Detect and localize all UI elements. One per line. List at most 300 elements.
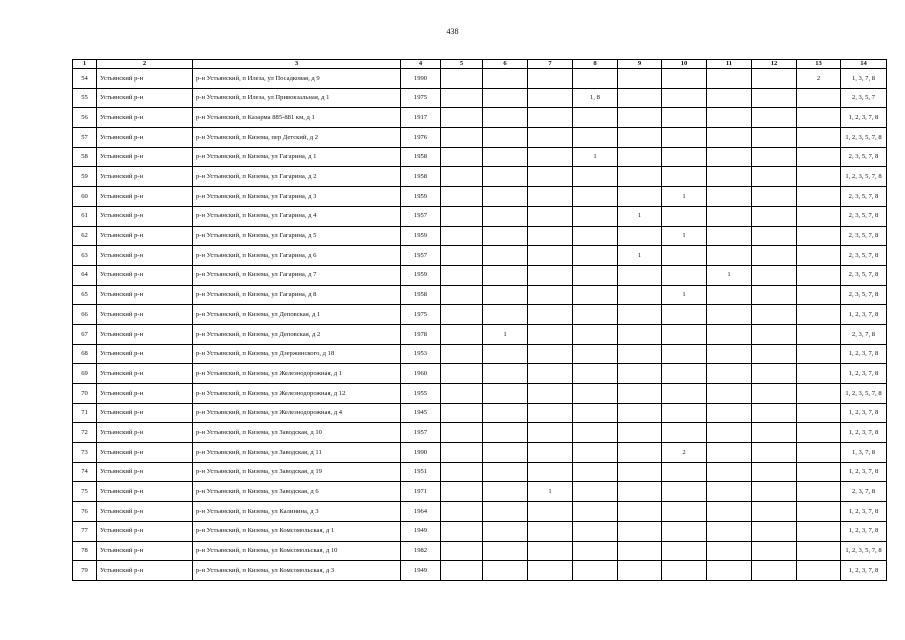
table-cell-col-10	[662, 147, 707, 167]
table-cell-col-1: 57	[73, 128, 97, 148]
table-cell-col-6	[483, 305, 528, 325]
column-header-13: 13	[797, 60, 841, 69]
column-header-2: 2	[97, 60, 193, 69]
table-cell-col-5	[441, 462, 483, 482]
table-cell-col-7	[528, 69, 573, 89]
table-cell-col-9: 1	[618, 206, 662, 226]
table-cell-col-8	[573, 206, 618, 226]
table-cell-col-14: 2, 3, 5, 7, 8	[841, 265, 887, 285]
table-cell-col-7: 1	[528, 482, 573, 502]
table-cell-col-13	[797, 462, 841, 482]
table-cell-col-8	[573, 246, 618, 266]
table-row	[73, 384, 887, 404]
table-cell-col-8: 1, 8	[573, 88, 618, 108]
table-cell-col-13	[797, 167, 841, 187]
table-cell-col-8	[573, 364, 618, 384]
table-cell-col-6	[483, 88, 528, 108]
table-cell-col-11	[707, 521, 752, 541]
table-cell-col-7	[528, 384, 573, 404]
table-cell-col-3: р-н Устьянский, п Кизема, ул Гагарина, д 5	[193, 226, 401, 246]
table-row	[73, 246, 887, 266]
table-cell-col-14: 1, 2, 3, 7, 8	[841, 364, 887, 384]
table-cell-col-9	[618, 324, 662, 344]
table-cell-col-7	[528, 128, 573, 148]
table-cell-col-11	[707, 482, 752, 502]
table-cell-col-3: р-н Устьянский, п Кизема, пер Детский, д 2	[193, 128, 401, 148]
table-row	[73, 521, 887, 541]
table-cell-col-5	[441, 443, 483, 463]
table-cell-col-14: 1, 3, 7, 8	[841, 69, 887, 89]
table-cell-col-12	[752, 364, 797, 384]
table-cell-col-7	[528, 423, 573, 443]
column-header-8: 8	[573, 60, 618, 69]
table-cell-col-12	[752, 482, 797, 502]
table-cell-col-6	[483, 384, 528, 404]
page-number: 438	[446, 27, 459, 36]
table-cell-col-8	[573, 324, 618, 344]
table-cell-col-11	[707, 187, 752, 207]
table-cell-col-5	[441, 206, 483, 226]
table-cell-col-14: 1, 3, 7, 8	[841, 443, 887, 463]
table-row	[73, 403, 887, 423]
table-cell-col-13	[797, 482, 841, 502]
table-cell-col-2: Устьянский р-н	[97, 462, 193, 482]
table-row	[73, 226, 887, 246]
table-cell-col-4: 1945	[401, 403, 441, 423]
table-cell-col-14: 2, 3, 5, 7, 8	[841, 226, 887, 246]
table-cell-col-12	[752, 443, 797, 463]
table-cell-col-5	[441, 246, 483, 266]
table-cell-col-7	[528, 521, 573, 541]
table-cell-col-2: Устьянский р-н	[97, 443, 193, 463]
table-cell-col-10	[662, 541, 707, 561]
table-cell-col-6	[483, 521, 528, 541]
table-cell-col-3: р-н Устьянский, п Кизема, ул Комсомольская, д 3	[193, 561, 401, 581]
table-cell-col-10: 1	[662, 187, 707, 207]
table-cell-col-3: р-н Устьянский, п Кизема, ул Дзержинского, д 18	[193, 344, 401, 364]
table-cell-col-6	[483, 403, 528, 423]
table-cell-col-1: 76	[73, 502, 97, 522]
table-cell-col-12	[752, 187, 797, 207]
table-cell-col-9	[618, 88, 662, 108]
table-row	[73, 108, 887, 128]
table-cell-col-12	[752, 285, 797, 305]
table-cell-col-4: 1975	[401, 88, 441, 108]
table-cell-col-3: р-н Устьянский, п Кизема, ул Гагарина, д 1	[193, 147, 401, 167]
table-cell-col-9	[618, 344, 662, 364]
table-cell-col-3: р-н Устьянский, п Кизема, ул Гагарина, д 4	[193, 206, 401, 226]
table-cell-col-6	[483, 443, 528, 463]
table-cell-col-1: 68	[73, 344, 97, 364]
table-cell-col-5	[441, 482, 483, 502]
table-cell-col-9	[618, 443, 662, 463]
table-cell-col-14: 2, 3, 7, 8	[841, 482, 887, 502]
table-row	[73, 69, 887, 89]
table-cell-col-10	[662, 69, 707, 89]
table-cell-col-2: Устьянский р-н	[97, 305, 193, 325]
table-cell-col-5	[441, 403, 483, 423]
table-cell-col-12	[752, 265, 797, 285]
table-cell-col-7	[528, 502, 573, 522]
table-cell-col-11	[707, 443, 752, 463]
table-cell-col-3: р-н Устьянский, п Кизема, ул Заводская, д 6	[193, 482, 401, 502]
table-cell-col-14: 1, 2, 3, 5, 7, 8	[841, 128, 887, 148]
table-cell-col-4: 1959	[401, 226, 441, 246]
table-row	[73, 344, 887, 364]
table-cell-col-11	[707, 285, 752, 305]
table-row	[73, 305, 887, 325]
table-cell-col-5	[441, 187, 483, 207]
table-cell-col-4: 1971	[401, 482, 441, 502]
column-header-9: 9	[618, 60, 662, 69]
table-cell-col-2: Устьянский р-н	[97, 324, 193, 344]
table-cell-col-4: 1949	[401, 521, 441, 541]
table-cell-col-7	[528, 206, 573, 226]
table-cell-col-11	[707, 502, 752, 522]
table-row	[73, 561, 887, 581]
table-row	[73, 324, 887, 344]
table-cell-col-1: 67	[73, 324, 97, 344]
table-cell-col-2: Устьянский р-н	[97, 423, 193, 443]
table-cell-col-14: 1, 2, 3, 5, 7, 8	[841, 167, 887, 187]
table-cell-col-8	[573, 187, 618, 207]
table-cell-col-2: Устьянский р-н	[97, 364, 193, 384]
table-row	[73, 88, 887, 108]
table-cell-col-5	[441, 167, 483, 187]
table-cell-col-14: 1, 2, 3, 5, 7, 8	[841, 541, 887, 561]
table-cell-col-1: 69	[73, 364, 97, 384]
table-cell-col-5	[441, 344, 483, 364]
table-cell-col-9: 1	[618, 246, 662, 266]
table-cell-col-3: р-н Устьянский, п Кизема, ул Гагарина, д 6	[193, 246, 401, 266]
table-cell-col-6	[483, 561, 528, 581]
table-cell-col-14: 1, 2, 3, 7, 8	[841, 561, 887, 581]
table-cell-col-4: 1978	[401, 324, 441, 344]
table-cell-col-13	[797, 128, 841, 148]
table-cell-col-4: 1964	[401, 502, 441, 522]
table-cell-col-12	[752, 167, 797, 187]
table-cell-col-7	[528, 147, 573, 167]
table-cell-col-9	[618, 364, 662, 384]
table-cell-col-13	[797, 206, 841, 226]
table-row	[73, 265, 887, 285]
table-cell-col-5	[441, 128, 483, 148]
table-cell-col-1: 64	[73, 265, 97, 285]
table-cell-col-4: 1957	[401, 423, 441, 443]
table-cell-col-8	[573, 226, 618, 246]
table-cell-col-11	[707, 246, 752, 266]
table-cell-col-3: р-н Устьянский, п Казарма 885-881 км, д 1	[193, 108, 401, 128]
table-cell-col-10: 2	[662, 443, 707, 463]
table-cell-col-10	[662, 502, 707, 522]
table-cell-col-5	[441, 364, 483, 384]
table-cell-col-8	[573, 285, 618, 305]
table-cell-col-10	[662, 265, 707, 285]
table-row	[73, 285, 887, 305]
table-cell-col-10	[662, 364, 707, 384]
table-cell-col-11	[707, 108, 752, 128]
table-cell-col-2: Устьянский р-н	[97, 561, 193, 581]
table-cell-col-13	[797, 226, 841, 246]
table-cell-col-13	[797, 502, 841, 522]
table-cell-col-3: р-н Устьянский, п Кизема, ул Комсомольская, д 1	[193, 521, 401, 541]
table-cell-col-1: 79	[73, 561, 97, 581]
table-cell-col-14: 2, 3, 7, 8	[841, 324, 887, 344]
table-cell-col-5	[441, 147, 483, 167]
table-cell-col-1: 61	[73, 206, 97, 226]
table-cell-col-1: 65	[73, 285, 97, 305]
table-cell-col-5	[441, 108, 483, 128]
table-cell-col-5	[441, 69, 483, 89]
table-cell-col-8	[573, 384, 618, 404]
table-cell-col-1: 73	[73, 443, 97, 463]
table-cell-col-3: р-н Устьянский, п Кизема, ул Заводская, д 19	[193, 462, 401, 482]
table-cell-col-1: 58	[73, 147, 97, 167]
table-cell-col-12	[752, 344, 797, 364]
table-cell-col-11	[707, 88, 752, 108]
table-cell-col-12	[752, 462, 797, 482]
table-cell-col-11	[707, 344, 752, 364]
table-cell-col-14: 1, 2, 3, 7, 8	[841, 305, 887, 325]
table-cell-col-10	[662, 344, 707, 364]
table-cell-col-4: 1958	[401, 285, 441, 305]
table-cell-col-8	[573, 541, 618, 561]
registry-table	[72, 59, 887, 581]
table-cell-col-10	[662, 384, 707, 404]
table-cell-col-5	[441, 502, 483, 522]
table-cell-col-4: 1953	[401, 344, 441, 364]
table-cell-col-4: 1958	[401, 167, 441, 187]
table-cell-col-10	[662, 521, 707, 541]
table-cell-col-7	[528, 364, 573, 384]
table-cell-col-8	[573, 403, 618, 423]
table-cell-col-8: 1	[573, 147, 618, 167]
table-cell-col-9	[618, 423, 662, 443]
table-cell-col-1: 70	[73, 384, 97, 404]
table-cell-col-11	[707, 364, 752, 384]
table-cell-col-12	[752, 305, 797, 325]
table-cell-col-14: 1, 2, 3, 7, 8	[841, 344, 887, 364]
table-cell-col-9	[618, 69, 662, 89]
table-cell-col-1: 74	[73, 462, 97, 482]
table-cell-col-12	[752, 88, 797, 108]
table-cell-col-8	[573, 265, 618, 285]
table-cell-col-9	[618, 305, 662, 325]
table-cell-col-14: 1, 2, 3, 7, 8	[841, 403, 887, 423]
table-row	[73, 206, 887, 226]
table-cell-col-11	[707, 69, 752, 89]
table-cell-col-13	[797, 521, 841, 541]
table-cell-col-7	[528, 403, 573, 423]
table-cell-col-13	[797, 305, 841, 325]
table-cell-col-4: 1957	[401, 206, 441, 226]
table-cell-col-12	[752, 384, 797, 404]
table-cell-col-10	[662, 305, 707, 325]
table-cell-col-9	[618, 108, 662, 128]
table-cell-col-8	[573, 521, 618, 541]
table-cell-col-13	[797, 541, 841, 561]
table-cell-col-13	[797, 344, 841, 364]
table-cell-col-14: 1, 2, 3, 7, 8	[841, 423, 887, 443]
table-cell-col-14: 1, 2, 3, 7, 8	[841, 108, 887, 128]
table-cell-col-8	[573, 344, 618, 364]
table-cell-col-6	[483, 285, 528, 305]
table-cell-col-10	[662, 128, 707, 148]
table-cell-col-11	[707, 147, 752, 167]
table-cell-col-1: 59	[73, 167, 97, 187]
table-cell-col-13	[797, 187, 841, 207]
table-cell-col-9	[618, 226, 662, 246]
table-cell-col-14: 1, 2, 3, 7, 8	[841, 521, 887, 541]
table-cell-col-10	[662, 246, 707, 266]
table-cell-col-9	[618, 403, 662, 423]
table-cell-col-13	[797, 265, 841, 285]
table-cell-col-4: 1957	[401, 246, 441, 266]
table-cell-col-14: 1, 2, 3, 7, 8	[841, 462, 887, 482]
table-cell-col-5	[441, 561, 483, 581]
table-cell-col-2: Устьянский р-н	[97, 226, 193, 246]
table-cell-col-5	[441, 285, 483, 305]
table-row	[73, 128, 887, 148]
table-cell-col-10	[662, 88, 707, 108]
table-cell-col-5	[441, 226, 483, 246]
table-cell-col-7	[528, 443, 573, 463]
table-cell-col-2: Устьянский р-н	[97, 69, 193, 89]
table-cell-col-9	[618, 147, 662, 167]
table-cell-col-2: Устьянский р-н	[97, 108, 193, 128]
table-cell-col-5	[441, 423, 483, 443]
table-cell-col-6	[483, 69, 528, 89]
table-cell-col-9	[618, 462, 662, 482]
table-cell-col-11	[707, 403, 752, 423]
table-cell-col-4: 1959	[401, 187, 441, 207]
table-row	[73, 423, 887, 443]
table-cell-col-1: 63	[73, 246, 97, 266]
table-cell-col-14: 2, 3, 5, 7, 8	[841, 285, 887, 305]
table-cell-col-12	[752, 206, 797, 226]
table-cell-col-10	[662, 108, 707, 128]
table-cell-col-13	[797, 108, 841, 128]
table-cell-col-12	[752, 226, 797, 246]
table-cell-col-10	[662, 324, 707, 344]
table-cell-col-12	[752, 108, 797, 128]
table-cell-col-10	[662, 206, 707, 226]
table-cell-col-6	[483, 128, 528, 148]
table-cell-col-9	[618, 265, 662, 285]
table-cell-col-6	[483, 423, 528, 443]
table-cell-col-2: Устьянский р-н	[97, 384, 193, 404]
table-cell-col-1: 54	[73, 69, 97, 89]
table-header-row	[73, 60, 887, 69]
table-cell-col-9	[618, 541, 662, 561]
table-cell-col-10	[662, 462, 707, 482]
table-cell-col-5	[441, 521, 483, 541]
table-cell-col-2: Устьянский р-н	[97, 128, 193, 148]
table-cell-col-6	[483, 265, 528, 285]
table-cell-col-1: 71	[73, 403, 97, 423]
column-header-12: 12	[752, 60, 797, 69]
table-cell-col-10: 1	[662, 226, 707, 246]
table-cell-col-4: 1949	[401, 561, 441, 581]
table-cell-col-4: 1976	[401, 128, 441, 148]
table-cell-col-7	[528, 561, 573, 581]
table-cell-col-11: 1	[707, 265, 752, 285]
column-header-4: 4	[401, 60, 441, 69]
table-cell-col-4: 1982	[401, 541, 441, 561]
table-cell-col-2: Устьянский р-н	[97, 206, 193, 226]
column-header-11: 11	[707, 60, 752, 69]
table-cell-col-13: 2	[797, 69, 841, 89]
table-cell-col-2: Устьянский р-н	[97, 541, 193, 561]
table-cell-col-2: Устьянский р-н	[97, 147, 193, 167]
table-cell-col-6	[483, 187, 528, 207]
table-cell-col-4: 1955	[401, 384, 441, 404]
column-header-5: 5	[441, 60, 483, 69]
table-cell-col-14: 2, 3, 5, 7, 8	[841, 206, 887, 226]
table-body	[73, 69, 887, 581]
table-cell-col-9	[618, 187, 662, 207]
table-cell-col-3: р-н Устьянский, п Кизема, ул Железнодорожная, д 12	[193, 384, 401, 404]
table-cell-col-2: Устьянский р-н	[97, 521, 193, 541]
table-cell-col-8	[573, 502, 618, 522]
table-cell-col-7	[528, 167, 573, 187]
table-cell-col-13	[797, 384, 841, 404]
table-cell-col-6	[483, 147, 528, 167]
table-cell-col-7	[528, 285, 573, 305]
table-cell-col-7	[528, 541, 573, 561]
table-cell-col-13	[797, 443, 841, 463]
table-cell-col-3: р-н Устьянский, п Кизема, ул Гагарина, д 2	[193, 167, 401, 187]
table-cell-col-1: 75	[73, 482, 97, 502]
table-cell-col-13	[797, 285, 841, 305]
table-cell-col-10	[662, 403, 707, 423]
table-cell-col-9	[618, 502, 662, 522]
table-cell-col-3: р-н Устьянский, п Кизема, ул Железнодорожная, д 1	[193, 364, 401, 384]
table-cell-col-3: р-н Устьянский, п Кизема, ул Деповская, д 2	[193, 324, 401, 344]
table-cell-col-13	[797, 246, 841, 266]
column-header-7: 7	[528, 60, 573, 69]
table-cell-col-6	[483, 462, 528, 482]
table-cell-col-12	[752, 128, 797, 148]
table-cell-col-3: р-н Устьянский, п Кизема, ул Комсомольская, д 10	[193, 541, 401, 561]
table-cell-col-4: 1959	[401, 265, 441, 285]
table-cell-col-12	[752, 69, 797, 89]
table-cell-col-4: 1951	[401, 462, 441, 482]
table-cell-col-13	[797, 324, 841, 344]
table-cell-col-11	[707, 206, 752, 226]
table-cell-col-8	[573, 482, 618, 502]
table-cell-col-9	[618, 128, 662, 148]
table-cell-col-4: 1975	[401, 305, 441, 325]
table-cell-col-8	[573, 423, 618, 443]
table-cell-col-3: р-н Устьянский, п Илеза, ул Привокзальная, д 1	[193, 88, 401, 108]
table-row	[73, 147, 887, 167]
table-row	[73, 364, 887, 384]
table-cell-col-13	[797, 364, 841, 384]
column-header-14: 14	[841, 60, 887, 69]
table-cell-col-5	[441, 541, 483, 561]
table-cell-col-7	[528, 462, 573, 482]
table-cell-col-7	[528, 88, 573, 108]
table-cell-col-4: 1990	[401, 69, 441, 89]
table-row	[73, 502, 887, 522]
table-cell-col-8	[573, 167, 618, 187]
table-cell-col-2: Устьянский р-н	[97, 246, 193, 266]
table-cell-col-11	[707, 561, 752, 581]
table-cell-col-3: р-н Устьянский, п Кизема, ул Гагарина, д 8	[193, 285, 401, 305]
table-cell-col-5	[441, 324, 483, 344]
table-cell-col-6	[483, 502, 528, 522]
